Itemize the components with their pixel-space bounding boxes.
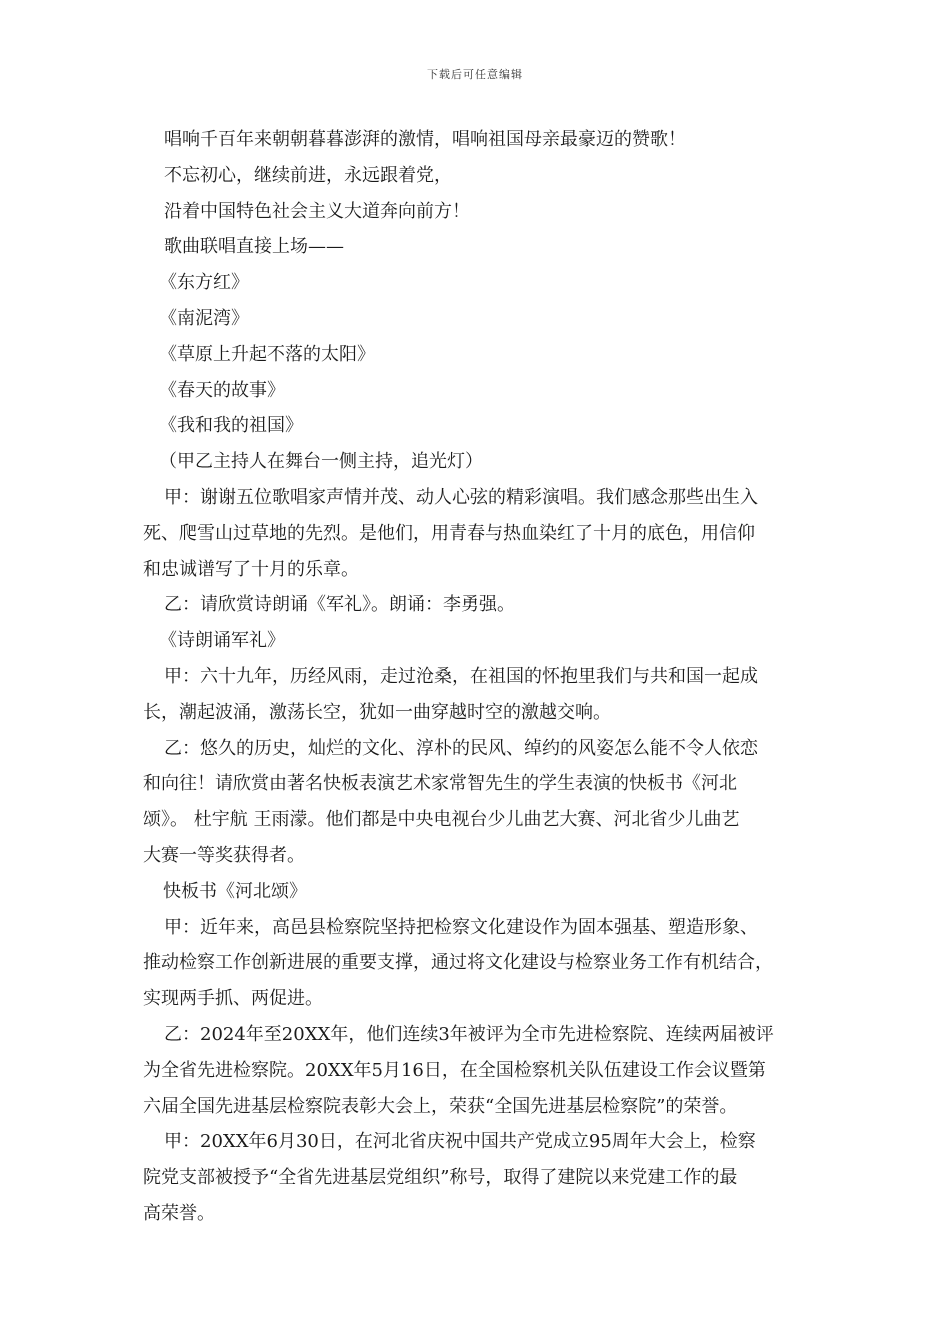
paragraph-line: 甲：谢谢五位歌唱家声情并茂、动人心弦的精彩演唱。我们感念那些出生入 (164, 486, 758, 508)
paragraph-line: 甲：近年来，高邑县检察院坚持把检察文化建设作为固本强基、塑造形象、 (164, 916, 758, 938)
paragraph-line: 沿着中国特色社会主义大道奔向前方！ (164, 200, 470, 222)
program-title: 《诗朗诵军礼》 (159, 630, 285, 652)
song-title: 《草原上升起不落的太阳》 (159, 343, 375, 365)
song-title: 《我和我的祖国》 (159, 415, 303, 437)
paragraph-line: 为全省先进检察院。20XX年5月16日，在全国检察机关队伍建设工作会议暨第 (143, 1059, 766, 1081)
song-title: 《东方红》 (159, 272, 249, 294)
paragraph-line: 乙：请欣赏诗朗诵《军礼》。朗诵：李勇强。 (164, 594, 515, 616)
program-title: 快板书《河北颂》 (163, 880, 307, 902)
document-body (143, 122, 819, 1232)
paragraph-line: 大赛一等奖获得者。 (143, 844, 305, 866)
paragraph-line: 歌曲联唱直接上场—— (164, 236, 344, 258)
paragraph-line: 六届全国先进基层检察院表彰大会上，荣获“全国先进基层检察院”的荣誉。 (143, 1095, 738, 1117)
paragraph-line: 高荣誉。 (143, 1202, 215, 1224)
paragraph-line: 实现两手抓、两促进。 (143, 988, 323, 1010)
paragraph-line: 和向往！请欣赏由著名快板表演艺术家常智先生的学生表演的快板书《河北 (143, 773, 737, 795)
paragraph-line: 唱响千百年来朝朝暮暮澎湃的激情，唱响祖国母亲最豪迈的赞歌！ (164, 129, 686, 150)
paragraph-line: 乙：悠久的历史，灿烂的文化、淳朴的民风、绰约的风姿怎么能不令人依恋 (164, 737, 758, 759)
paragraph-line: 颂》。 杜宇航 王雨濛。他们都是中央电视台少儿曲艺大赛、河北省少儿曲艺 (143, 809, 740, 831)
song-title: 《南泥湾》 (159, 307, 249, 329)
paragraph-line: 长，潮起波涌，激荡长空，犹如一曲穿越时空的激越交响。 (143, 701, 611, 723)
song-title: 《春天的故事》 (159, 379, 285, 401)
paragraph-line: 死、爬雪山过草地的先烈。是他们，用青春与热血染红了十月的底色，用信仰 (143, 522, 755, 544)
page-header: 下载后可任意编辑 (427, 68, 523, 81)
paragraph-line: 和忠诚谱写了十月的乐章。 (143, 558, 359, 580)
paragraph-line: 推动检察工作创新进展的重要支撑，通过将文化建设与检察业务工作有机结合， (143, 952, 773, 974)
paragraph-line: 不忘初心，继续前进，永远跟着党， (164, 164, 452, 186)
stage-direction: （甲乙主持人在舞台一侧主持，追光灯） (159, 451, 483, 473)
paragraph-line: 乙：2024年至20XX年，他们连续3年被评为全市先进检察院、连续两届被评 (164, 1023, 774, 1045)
paragraph-line: 院党支部被授予“全省先进基层党组织”称号，取得了建院以来党建工作的最 (143, 1167, 738, 1189)
paragraph-line: 甲：六十九年，历经风雨，走过沧桑，在祖国的怀抱里我们与共和国一起成 (164, 665, 758, 687)
paragraph-line: 甲：20XX年6月30日，在河北省庆祝中国共产党成立95周年大会上，检察 (164, 1131, 756, 1153)
